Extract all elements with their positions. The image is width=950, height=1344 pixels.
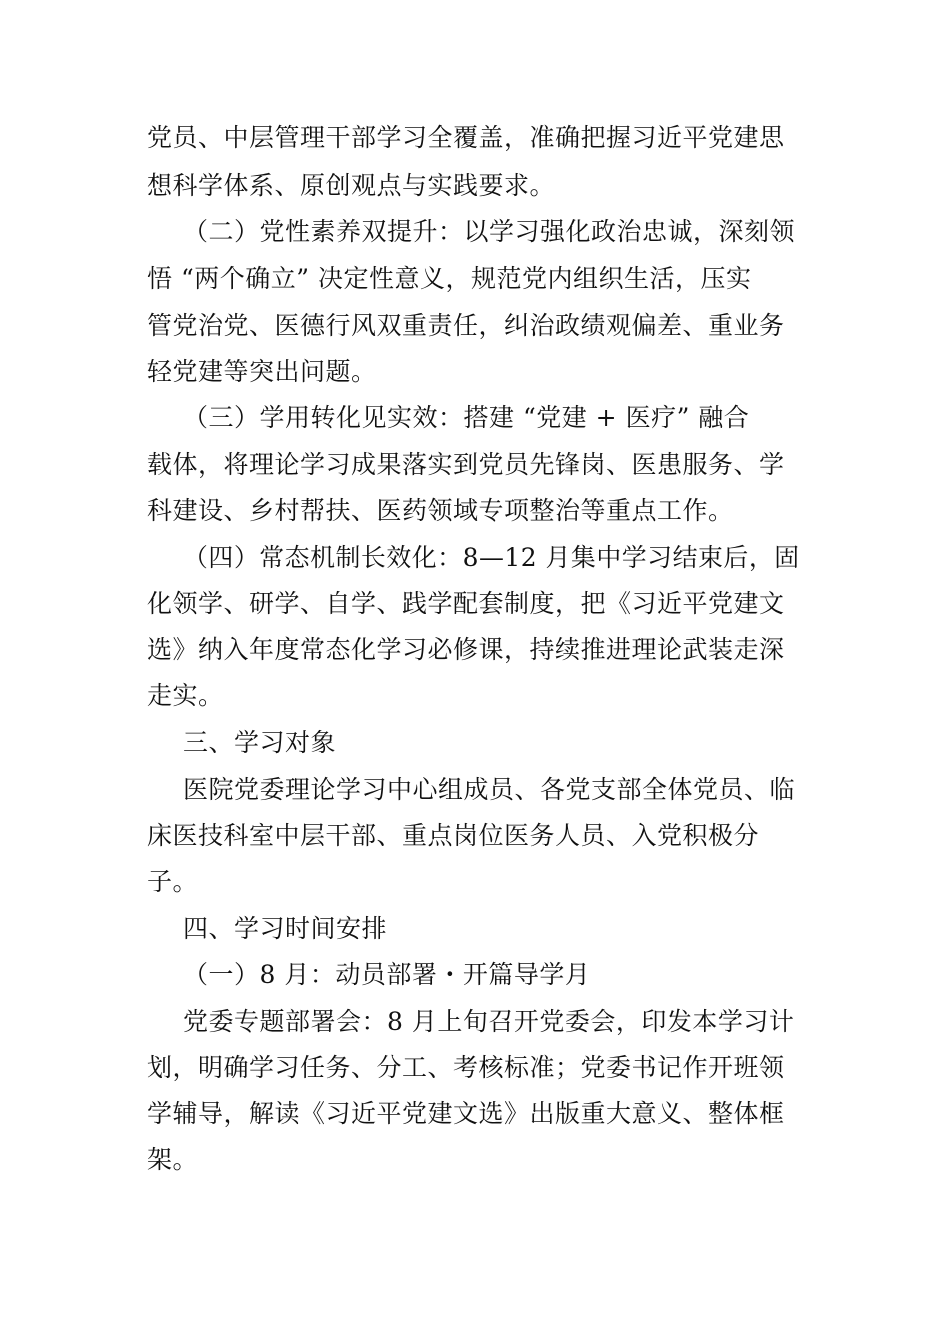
body-text-line: 子。 (147, 867, 199, 896)
body-text-line: 轻党建等突出问题。 (147, 357, 377, 386)
body-text-line: 划，明确学习任务、分工、考核标准；党委书记作开班领 (147, 1053, 785, 1082)
body-text-line: 架。 (147, 1145, 199, 1174)
goal-heading-line: （三）学用转化见实效：搭建 “党建 + 医疗” 融合 (183, 403, 750, 432)
body-text-line: 悟 “两个确立” 决定性意义，规范党内组织生活，压实 (147, 264, 752, 293)
body-text-line: 学辅导，解读《习近平党建文选》出版重大意义、整体框 (147, 1099, 785, 1128)
section-heading: 四、学习时间安排 (183, 914, 388, 943)
body-text-line: 想科学体系、原创观点与实践要求。 (147, 171, 556, 200)
body-text-line: 管党治党、医德行风双重责任，纠治政绩观偏差、重业务 (147, 311, 785, 340)
section-heading: 三、学习对象 (183, 728, 337, 757)
goal-heading-line: （二）党性素养双提升：以学习强化政治忠诚，深刻领 (183, 217, 796, 246)
subsection-heading: （一）8 月：动员部署・开篇导学月 (183, 960, 591, 989)
goal-heading-line: （四）常态机制长效化：8—12 月集中学习结束后，固 (183, 543, 800, 572)
body-text-line: 载体，将理论学习成果落实到党员先锋岗、医患服务、学 (147, 450, 785, 479)
body-text-line: 党员、中层管理干部学习全覆盖，准确把握习近平党建思 (147, 123, 785, 152)
body-text-line: 科建设、乡村帮扶、医药领域专项整治等重点工作。 (147, 496, 734, 525)
body-text-line: 化领学、研学、自学、践学配套制度，把《习近平党建文 (147, 589, 785, 618)
body-text-line: 选》纳入年度常态化学习必修课，持续推进理论武装走深 (147, 635, 785, 664)
body-text-line: 党委专题部署会：8 月上旬召开党委会，印发本学习计 (183, 1007, 795, 1036)
body-text-line: 床医技科室中层干部、重点岗位医务人员、入党积极分 (147, 821, 760, 850)
body-text-line: 走实。 (147, 681, 224, 710)
body-text-line: 医院党委理论学习中心组成员、各党支部全体党员、临 (183, 775, 796, 804)
